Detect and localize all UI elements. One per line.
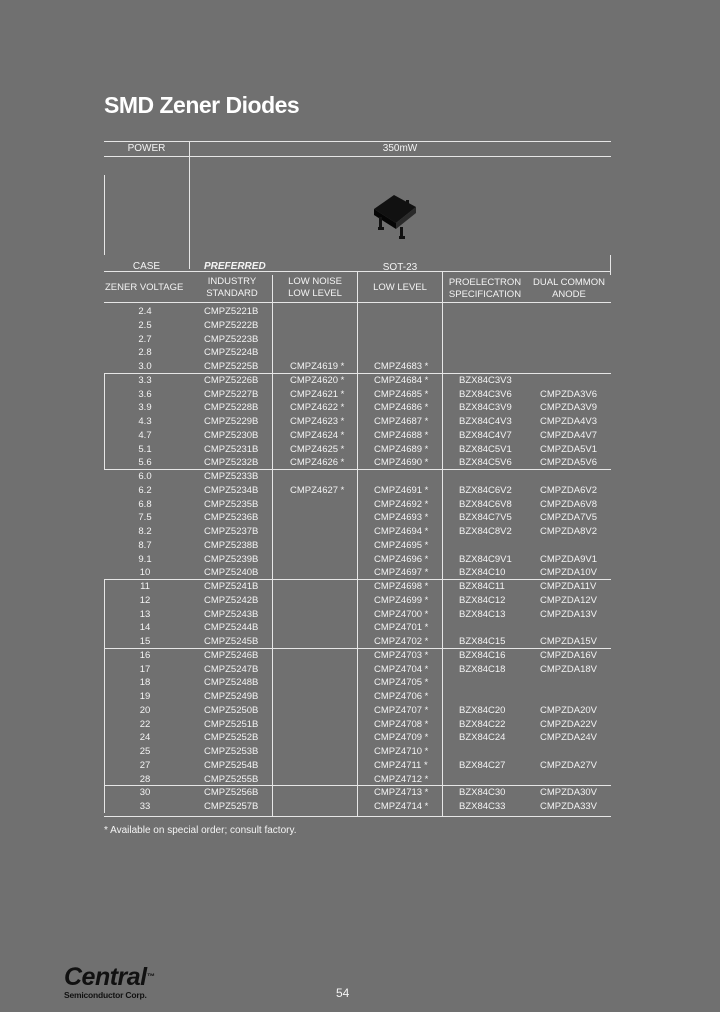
low-noise-cell: CMPZ4624 * (290, 429, 345, 441)
industry-standard-cell: CMPZ5225B (204, 361, 259, 372)
industry-standard-cell: CMPZ5252B (204, 732, 259, 744)
proelectron-header-2: SPECIFICATION (448, 289, 522, 300)
table-bottom-rule (104, 816, 611, 817)
zener-voltage-cell: 22 (139, 718, 151, 730)
zener-voltage-cell: 4.7 (138, 429, 152, 441)
industry-standard-cell: CMPZ5230B (204, 429, 259, 441)
dual-common-anode-cell: CMPZDA18V (540, 663, 598, 675)
zener-voltage-cell: 19 (139, 691, 151, 702)
section-separator (104, 373, 611, 374)
section-left-border (104, 579, 105, 648)
zener-voltage-cell: 18 (139, 677, 151, 689)
zener-voltage-cell: 7.5 (138, 512, 152, 524)
proelectron-cell: BZX84C33 (459, 801, 506, 812)
dual-common-anode-cell: CMPZDA5V6 (540, 457, 598, 469)
low-level-cell: CMPZ4708 * (374, 718, 429, 730)
zener-voltage-cell: 6.2 (138, 484, 152, 496)
proelectron-cell: BZX84C18 (459, 663, 506, 675)
low-level-cell: CMPZ4683 * (374, 361, 429, 372)
zener-voltage-cell: 8.2 (138, 526, 152, 537)
zener-voltage-cell: 30 (139, 787, 151, 799)
industry-standard-cell: CMPZ5233B (204, 471, 259, 482)
dual-common-anode-cell: CMPZDA9V1 (540, 553, 598, 565)
zener-voltage-cell: 2.8 (138, 347, 152, 359)
industry-standard-cell: CMPZ5248B (204, 677, 259, 689)
low-level-cell: CMPZ4688 * (374, 429, 429, 441)
zener-voltage-cell: 17 (139, 663, 151, 675)
proelectron-cell: BZX84C3V9 (459, 402, 512, 414)
lownoise-header-1: LOW NOISE (288, 276, 342, 287)
dual-common-anode-cell: CMPZDA12V (540, 594, 598, 606)
industry-standard-cell: CMPZ5255B (204, 773, 259, 785)
logo-subtitle: Semiconductor Corp. (64, 990, 147, 1000)
low-level-cell: CMPZ4705 * (374, 677, 429, 689)
zener-voltage-cell: 20 (139, 704, 151, 716)
sot-23-package-icon (372, 191, 442, 241)
proelectron-cell: BZX84C6V8 (459, 498, 512, 510)
zener-voltage-cell: 3.6 (138, 388, 152, 400)
industry-standard-cell: CMPZ5254B (204, 759, 259, 771)
zener-voltage-cell: 6.0 (138, 471, 152, 482)
low-level-cell: CMPZ4714 * (374, 801, 429, 812)
dual-header-1: DUAL COMMON (533, 277, 605, 288)
dual-common-anode-cell: CMPZDA4V3 (540, 416, 598, 427)
power-value: 350mW (382, 143, 418, 154)
proelectron-cell: BZX84C7V5 (459, 512, 512, 524)
zener-voltage-cell: 8.7 (138, 539, 152, 551)
low-level-cell: CMPZ4713 * (374, 787, 429, 799)
column-divider (357, 272, 358, 816)
zener-voltage-cell: 12 (139, 594, 151, 606)
preferred-label: PREFERRED (204, 261, 266, 272)
industry-standard-cell: CMPZ5238B (204, 539, 259, 551)
industry-standard-cell: CMPZ5242B (204, 594, 259, 606)
industry-standard-cell: CMPZ5232B (204, 457, 259, 469)
zener-voltage-cell: 5.1 (138, 443, 152, 455)
zener-voltage-cell: 13 (139, 608, 151, 620)
lowlevel-header: LOW LEVEL (373, 282, 427, 293)
dual-common-anode-cell: CMPZDA20V (540, 704, 598, 716)
low-level-cell: CMPZ4691 * (374, 484, 429, 496)
zener-voltage-cell: 14 (139, 622, 151, 634)
industry-standard-cell: CMPZ5249B (204, 691, 259, 702)
proelectron-cell: BZX84C5V1 (459, 443, 512, 455)
column-divider (442, 272, 443, 816)
dual-common-anode-cell: CMPZDA10V (540, 567, 598, 579)
low-noise-cell: CMPZ4627 * (290, 484, 345, 496)
dual-common-anode-cell: CMPZDA7V5 (540, 512, 598, 524)
dual-common-anode-cell: CMPZDA16V (540, 649, 598, 661)
dual-common-anode-cell: CMPZDA3V6 (540, 388, 598, 400)
column-divider (272, 275, 273, 816)
page-title: SMD Zener Diodes (104, 92, 300, 118)
proelectron-cell: BZX84C15 (459, 636, 506, 647)
zener-voltage-header: ZENER VOLTAGE (105, 282, 184, 293)
dual-common-anode-cell: CMPZDA22V (540, 718, 598, 730)
industry-standard-cell: CMPZ5235B (204, 498, 259, 510)
low-level-cell: CMPZ4707 * (374, 704, 429, 716)
industry-standard-cell: CMPZ5243B (204, 608, 259, 620)
page-number: 54 (336, 986, 350, 1000)
industry-standard-cell: CMPZ5222B (204, 319, 259, 331)
dual-common-anode-cell: CMPZDA4V7 (540, 429, 598, 441)
zener-voltage-cell: 27 (139, 759, 151, 771)
zener-voltage-cell: 2.5 (138, 319, 152, 331)
dual-common-anode-cell: CMPZDA30V (540, 787, 598, 799)
dual-common-anode-cell: CMPZDA5V1 (540, 443, 598, 455)
industry-standard-cell: CMPZ5223B (204, 333, 259, 345)
low-level-cell: CMPZ4690 * (374, 457, 429, 469)
proelectron-cell: BZX84C3V6 (459, 388, 512, 400)
proelectron-cell: BZX84C30 (459, 787, 506, 799)
proelectron-header-1: PROELECTRON (448, 277, 522, 288)
power-label: POWER (127, 143, 166, 154)
proelectron-cell: BZX84C4V7 (459, 429, 512, 441)
zener-voltage-cell: 25 (139, 746, 151, 757)
low-level-cell: CMPZ4704 * (374, 663, 429, 675)
proelectron-cell: BZX84C6V2 (459, 484, 512, 496)
central-logo (64, 964, 154, 1000)
industry-standard-cell: CMPZ5229B (204, 416, 259, 427)
low-noise-cell: CMPZ4622 * (290, 402, 345, 414)
low-level-cell: CMPZ4712 * (374, 773, 429, 785)
industry-standard-cell: CMPZ5231B (204, 443, 259, 455)
industry-standard-cell: CMPZ5256B (204, 787, 259, 799)
low-level-cell: CMPZ4698 * (374, 581, 429, 592)
zener-voltage-cell: 4.3 (138, 416, 152, 427)
proelectron-cell: BZX84C13 (459, 608, 506, 620)
dual-common-anode-cell: CMPZDA8V2 (540, 526, 598, 537)
proelectron-cell: BZX84C9V1 (459, 553, 512, 565)
case-value: SOT-23 (382, 262, 418, 273)
industry-standard-cell: CMPZ5244B (204, 622, 259, 634)
industry-standard-cell: CMPZ5239B (204, 553, 259, 565)
industry-standard-cell: CMPZ5234B (204, 484, 259, 496)
section-left-border (104, 648, 105, 813)
dual-common-anode-cell: CMPZDA11V (540, 581, 597, 592)
industry-standard-cell: CMPZ5253B (204, 746, 259, 757)
low-noise-cell: CMPZ4621 * (290, 388, 345, 400)
low-noise-cell: CMPZ4623 * (290, 416, 345, 427)
proelectron-cell: BZX84C16 (459, 649, 506, 661)
case-column-divider (189, 141, 190, 269)
section-separator (104, 785, 611, 786)
low-level-cell: CMPZ4692 * (374, 498, 429, 510)
low-level-cell: CMPZ4711 * (374, 759, 428, 771)
right-frame-tick (610, 255, 611, 275)
zener-voltage-cell: 5.6 (138, 457, 152, 469)
low-noise-cell: CMPZ4619 * (290, 361, 345, 372)
low-noise-cell: CMPZ4620 * (290, 374, 345, 386)
table-top-rule (104, 141, 611, 142)
low-level-cell: CMPZ4693 * (374, 512, 429, 524)
low-level-cell: CMPZ4699 * (374, 594, 429, 606)
power-row-rule (104, 156, 611, 157)
dual-common-anode-cell: CMPZDA6V8 (540, 498, 598, 510)
proelectron-cell: BZX84C24 (459, 732, 506, 744)
low-level-cell: CMPZ4701 * (374, 622, 429, 634)
section-separator (104, 579, 611, 580)
industry-header-1: INDUSTRY (207, 276, 257, 287)
low-level-cell: CMPZ4684 * (374, 374, 429, 386)
zener-voltage-cell: 16 (139, 649, 151, 661)
low-level-cell: CMPZ4706 * (374, 691, 429, 702)
industry-standard-cell: CMPZ5228B (204, 402, 259, 414)
footnote: * Available on special order; consult factory. (104, 825, 297, 836)
zener-voltage-cell: 3.9 (138, 402, 152, 414)
industry-standard-cell: CMPZ5251B (204, 718, 259, 730)
logo-name: Central (64, 963, 147, 991)
zener-voltage-cell: 33 (139, 801, 151, 812)
left-frame-line (104, 175, 105, 255)
industry-standard-cell: CMPZ5240B (204, 567, 259, 579)
industry-header-2: STANDARD (206, 288, 258, 299)
zener-voltage-cell: 15 (139, 636, 151, 647)
industry-standard-cell: CMPZ5245B (204, 636, 259, 647)
industry-standard-cell: CMPZ5247B (204, 663, 259, 675)
low-level-cell: CMPZ4694 * (374, 526, 429, 537)
dual-common-anode-cell: CMPZDA3V9 (540, 402, 598, 414)
proelectron-cell: BZX84C8V2 (459, 526, 512, 537)
proelectron-cell: BZX84C10 (459, 567, 506, 579)
dual-common-anode-cell: CMPZDA27V (540, 759, 598, 771)
low-level-cell: CMPZ4687 * (374, 416, 429, 427)
industry-standard-cell: CMPZ5226B (204, 374, 259, 386)
low-level-cell: CMPZ4686 * (374, 402, 429, 414)
industry-standard-cell: CMPZ5224B (204, 347, 259, 359)
proelectron-cell: BZX84C5V6 (459, 457, 512, 469)
industry-standard-cell: CMPZ5241B (204, 581, 259, 592)
section-separator (104, 469, 611, 470)
zener-voltage-cell: 2.7 (138, 333, 152, 345)
low-level-cell: CMPZ4697 * (374, 567, 429, 579)
section-left-border (104, 373, 105, 469)
proelectron-cell: BZX84C20 (459, 704, 506, 716)
low-noise-cell: CMPZ4625 * (290, 443, 345, 455)
case-label: CASE (132, 261, 161, 272)
low-level-cell: CMPZ4695 * (374, 539, 429, 551)
zener-voltage-cell: 6.8 (138, 498, 152, 510)
low-level-cell: CMPZ4696 * (374, 553, 429, 565)
dual-common-anode-cell: CMPZDA33V (540, 801, 598, 812)
zener-voltage-cell: 10 (139, 567, 151, 579)
industry-standard-cell: CMPZ5246B (204, 649, 259, 661)
industry-standard-cell: CMPZ5221B (204, 306, 259, 317)
proelectron-cell: BZX84C12 (459, 594, 506, 606)
dual-common-anode-cell: CMPZDA6V2 (540, 484, 598, 496)
lownoise-header-2: LOW LEVEL (288, 288, 342, 299)
logo-trademark: ™ (146, 972, 155, 981)
zener-voltage-cell: 3.0 (138, 361, 152, 372)
industry-standard-cell: CMPZ5250B (204, 704, 259, 716)
zener-voltage-cell: 24 (139, 732, 151, 744)
industry-standard-cell: CMPZ5257B (204, 801, 259, 812)
zener-voltage-cell: 2.4 (138, 306, 152, 317)
low-level-cell: CMPZ4702 * (374, 636, 429, 647)
low-level-cell: CMPZ4703 * (374, 649, 429, 661)
low-level-cell: CMPZ4685 * (374, 388, 429, 400)
industry-standard-cell: CMPZ5237B (204, 526, 259, 537)
zener-voltage-cell: 9.1 (138, 553, 152, 565)
proelectron-cell: BZX84C22 (459, 718, 506, 730)
low-level-cell: CMPZ4689 * (374, 443, 429, 455)
proelectron-cell: BZX84C11 (459, 581, 505, 592)
dual-common-anode-cell: CMPZDA24V (540, 732, 598, 744)
proelectron-cell: BZX84C27 (459, 759, 506, 771)
section-separator (104, 648, 611, 649)
zener-voltage-cell: 11 (140, 581, 150, 592)
zener-voltage-cell: 3.3 (138, 374, 152, 386)
low-level-cell: CMPZ4700 * (374, 608, 429, 620)
dual-header-2: ANODE (552, 289, 586, 300)
proelectron-cell: BZX84C4V3 (459, 416, 512, 427)
low-level-cell: CMPZ4709 * (374, 732, 429, 744)
dual-common-anode-cell: CMPZDA15V (540, 636, 598, 647)
zener-voltage-cell: 28 (139, 773, 151, 785)
industry-standard-cell: CMPZ5236B (204, 512, 259, 524)
proelectron-cell: BZX84C3V3 (459, 374, 512, 386)
dual-common-anode-cell: CMPZDA13V (540, 608, 598, 620)
low-level-cell: CMPZ4710 * (374, 746, 429, 757)
low-noise-cell: CMPZ4626 * (290, 457, 345, 469)
industry-standard-cell: CMPZ5227B (204, 388, 259, 400)
